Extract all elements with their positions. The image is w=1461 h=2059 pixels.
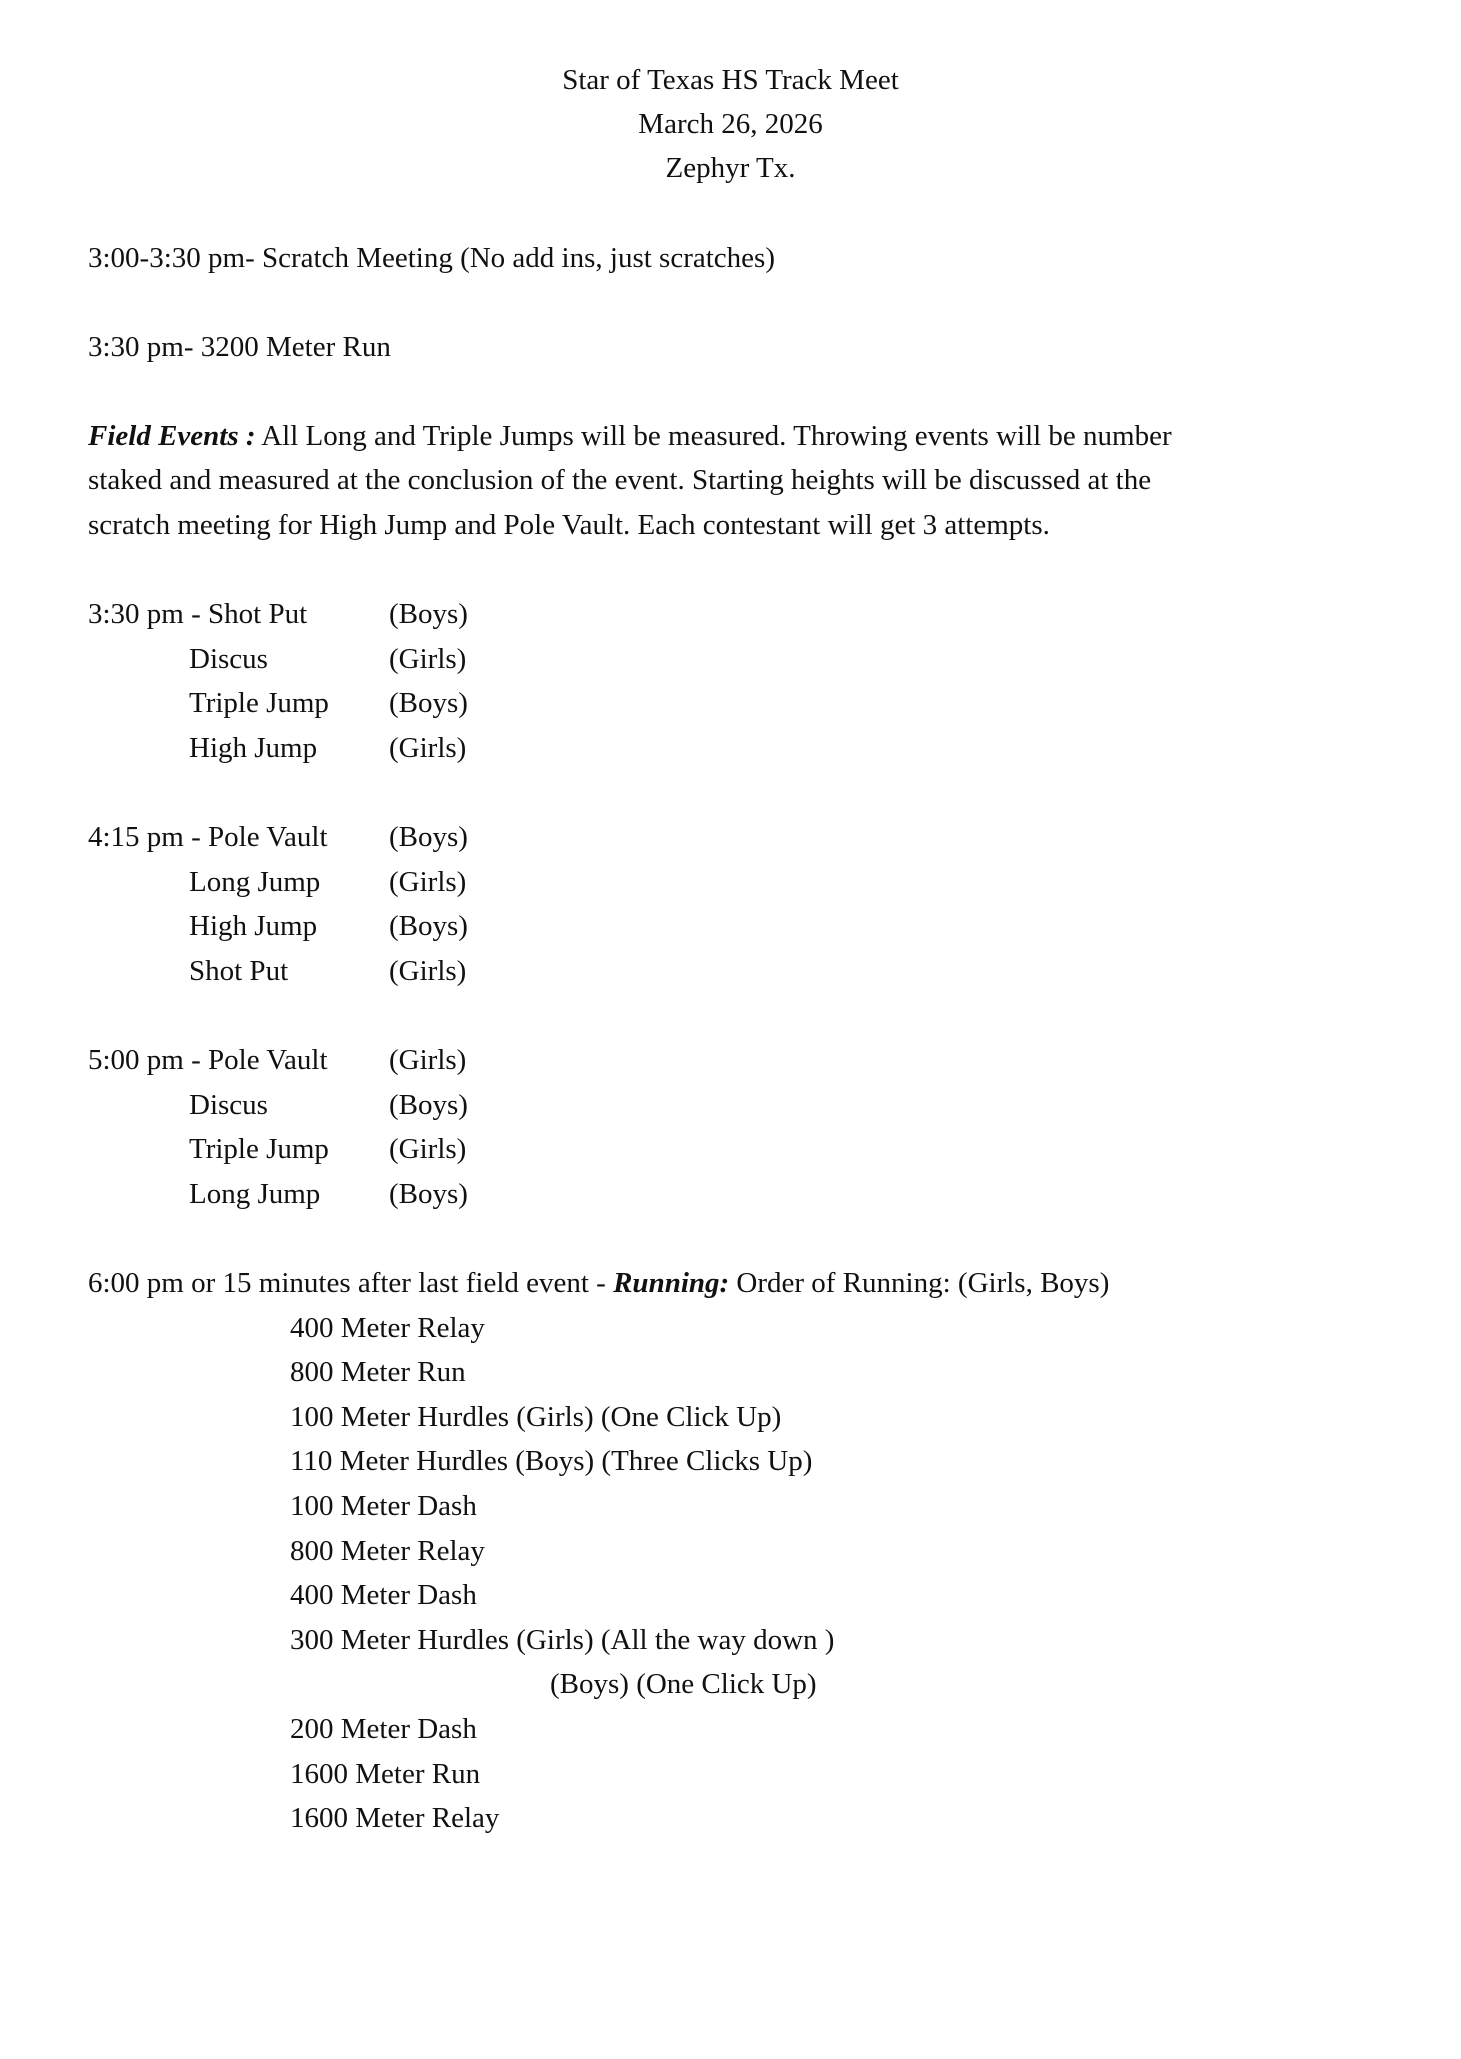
- flight-2-event-gender: (Girls): [389, 955, 467, 987]
- flight-1-event-name: Triple Jump: [189, 687, 329, 719]
- flight-2-time-event: 4:15 pm - Pole Vault: [88, 821, 328, 853]
- run-3200-line: 3:30 pm- 3200 Meter Run: [88, 331, 391, 363]
- flight-3-event-gender: (Boys): [389, 1089, 468, 1121]
- field-events-text: All Long and Triple Jumps will be measured. Throwing events will be number: [255, 420, 1172, 452]
- flight-1-event-name: Discus: [189, 643, 268, 675]
- flight-2-event-name: Shot Put: [189, 955, 289, 987]
- flight-2-event-name: High Jump: [189, 910, 318, 942]
- flight-1-time-event: 3:30 pm - Shot Put: [88, 598, 308, 630]
- flight-1-gender: (Boys): [389, 598, 468, 630]
- flight-3-event-name: Long Jump: [189, 1178, 321, 1210]
- flight-2-event-gender: (Girls): [389, 866, 467, 898]
- flight-2-event-name: Long Jump: [189, 866, 321, 898]
- running-intro-prefix: 6:00 pm or 15 minutes after last field event -: [88, 1267, 614, 1299]
- document-date: March 26, 2026: [638, 108, 823, 140]
- flight-1-event-gender: (Girls): [389, 732, 467, 764]
- running-event: 100 Meter Hurdles (Girls) (One Click Up): [290, 1401, 782, 1433]
- flight-2-gender: (Boys): [389, 821, 468, 853]
- running-event: 400 Meter Relay: [290, 1312, 485, 1344]
- running-event: 1600 Meter Relay: [290, 1802, 500, 1834]
- running-event: 800 Meter Relay: [290, 1535, 485, 1567]
- flight-3-event-name: Discus: [189, 1089, 268, 1121]
- flight-2-event-gender: (Boys): [389, 910, 468, 942]
- field-events-line-3: scratch meeting for High Jump and Pole Vault. Each contestant will get 3 attempts.: [88, 509, 1050, 541]
- running-event: 400 Meter Dash: [290, 1579, 477, 1611]
- running-event: 110 Meter Hurdles (Boys) (Three Clicks Up): [290, 1445, 813, 1477]
- running-intro-suffix: Order of Running: (Girls, Boys): [729, 1267, 1110, 1299]
- flight-3-event-gender: (Girls): [389, 1133, 467, 1165]
- field-events-line-2: staked and measured at the conclusion of the event. Starting heights will be discussed at the: [88, 464, 1152, 496]
- flight-1-event-gender: (Girls): [389, 643, 467, 675]
- flight-1-event-gender: (Boys): [389, 687, 468, 719]
- flight-3-event-name: Triple Jump: [189, 1133, 329, 1165]
- running-event-hurdles-boys: (Boys) (One Click Up): [550, 1668, 817, 1700]
- running-intro-line: [88, 1265, 1109, 1301]
- running-event: 800 Meter Run: [290, 1356, 466, 1388]
- flight-3-event-gender: (Boys): [389, 1178, 468, 1210]
- running-event: 200 Meter Dash: [290, 1713, 477, 1745]
- flight-1-event-name: High Jump: [189, 732, 318, 764]
- field-events-line-1: [88, 418, 1172, 454]
- running-event: 1600 Meter Run: [290, 1758, 481, 1790]
- document-location: Zephyr Tx.: [665, 152, 796, 184]
- scratch-meeting-line: 3:00-3:30 pm- Scratch Meeting (No add ins, just scratches): [88, 242, 775, 274]
- flight-3-time-event: 5:00 pm - Pole Vault: [88, 1044, 328, 1076]
- flight-3-gender: (Girls): [389, 1044, 467, 1076]
- document-title: Star of Texas HS Track Meet: [562, 64, 899, 96]
- running-label: Running:: [613, 1267, 730, 1299]
- field-events-label: Field Events :: [88, 420, 256, 452]
- running-event: 100 Meter Dash: [290, 1490, 477, 1522]
- running-event: 300 Meter Hurdles (Girls) (All the way down ): [290, 1624, 835, 1656]
